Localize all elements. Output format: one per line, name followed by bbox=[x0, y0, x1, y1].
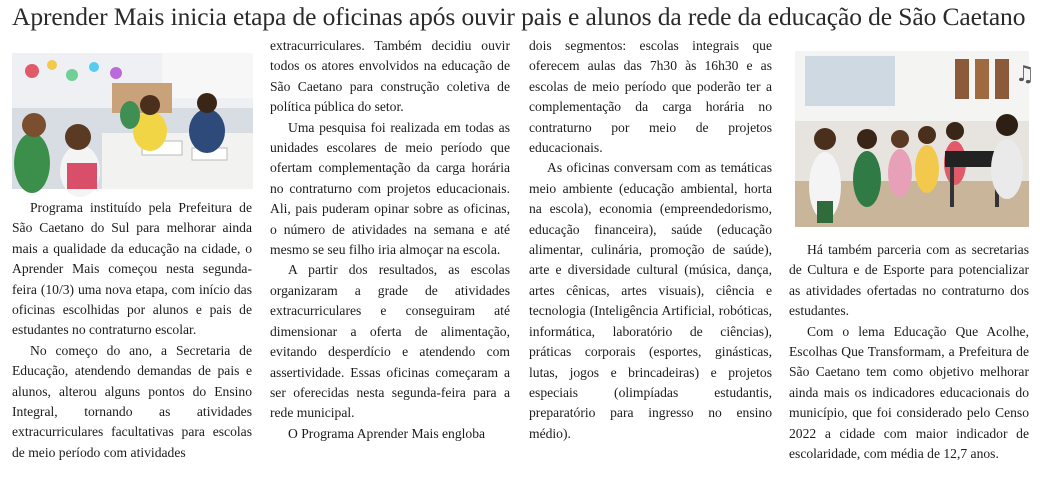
article-column-3 bbox=[529, 36, 772, 444]
paragraph: Há também parceria com as secretarias de Cultura e de Esporte para potencializar as atividades ofertadas no contraturno dos estudantes. bbox=[789, 242, 1029, 319]
svg-text:♫: ♫ bbox=[1015, 62, 1035, 87]
article-column-1 bbox=[12, 198, 252, 463]
article-column-2 bbox=[270, 36, 510, 444]
paragraph: O Programa Aprender Mais engloba bbox=[288, 425, 486, 441]
paragraph: As oficinas conversam com as temáticas meio ambiente (educação ambiental, horta na escola), economia (empreendedorismo, educação financeira), saúde (educação alimentar, culinária, promoção de saúde), arte e diversidade cultural (música, dança, artes cênicas, artes visuais), ciência e tecnologia (Inteligência Artificial, robóticas, informática, laboratório de ciências), práticas corporais (esportes, ginásticas, lutas, jogos e brincadeiras) e projetos especiais (olimpíadas estudantis, preparatório para ingresso no ensino médio). bbox=[529, 160, 772, 441]
music-class-photo bbox=[795, 51, 1035, 227]
article-column-4 bbox=[789, 240, 1029, 464]
paragraph: extracurriculares. Também decidiu ouvir todos os atores envolvidos na educação de São Caetano para construção coletiva de política pública do setor. bbox=[270, 38, 510, 115]
paragraph: A partir dos resultados, as escolas organizaram a grade de atividades extracurriculares e conseguiram até dimensionar a oferta de alimentação, evitando desperdício e atendendo com assertividade. Essas oficinas começaram a ser oferecidas nesta segunda-feira para a rede municipal. bbox=[270, 262, 510, 421]
paragraph: dois segmentos: escolas integrais que oferecem aulas das 7h30 às 16h30 e as escolas de meio período que poderão ter a complementação da carga horária no contraturno por meio de projetos educacionais. bbox=[529, 38, 772, 156]
paragraph: Uma pesquisa foi realizada em todas as unidades escolares de meio período que ofertam complementação da carga horária no contraturno com projetos educacionais. Ali, pais puderam opinar sobre as oficinas, o número de atividades na semana e até mesmo se seu filho iria almoçar na escola. bbox=[270, 119, 510, 258]
paragraph: Programa instituído pela Prefeitura de São Caetano do Sul para melhorar ainda mais a qualidade da educação na cidade, o Aprender Mais começou nesta segunda-feira (10/3) uma nova etapa, com início das oficinas escolhidas por alunos e pais de estudantes no contraturno escolar. bbox=[12, 200, 252, 338]
classroom-photo bbox=[12, 53, 253, 189]
paragraph: No começo do ano, a Secretaria de Educação, atendendo demandas de pais e alunos, alterou alguns pontos do Ensino Integral, tornando as atividades extracurriculares facultativas para escolas de meio período com atividades bbox=[12, 342, 252, 460]
headline: Aprender Mais inicia etapa de oficinas após ouvir pais e alunos da rede da educação de São Caetano bbox=[12, 2, 1026, 31]
paragraph: Com o lema Educação Que Acolhe, Escolhas Que Transformam, a Prefeitura de São Caetano tem como objetivo melhorar ainda mais os indicadores educacionais do município, que foi considerado pelo Censo 2022 a cidade com maior indicador de escolaridade, com média de 12,7 anos. bbox=[789, 323, 1029, 462]
